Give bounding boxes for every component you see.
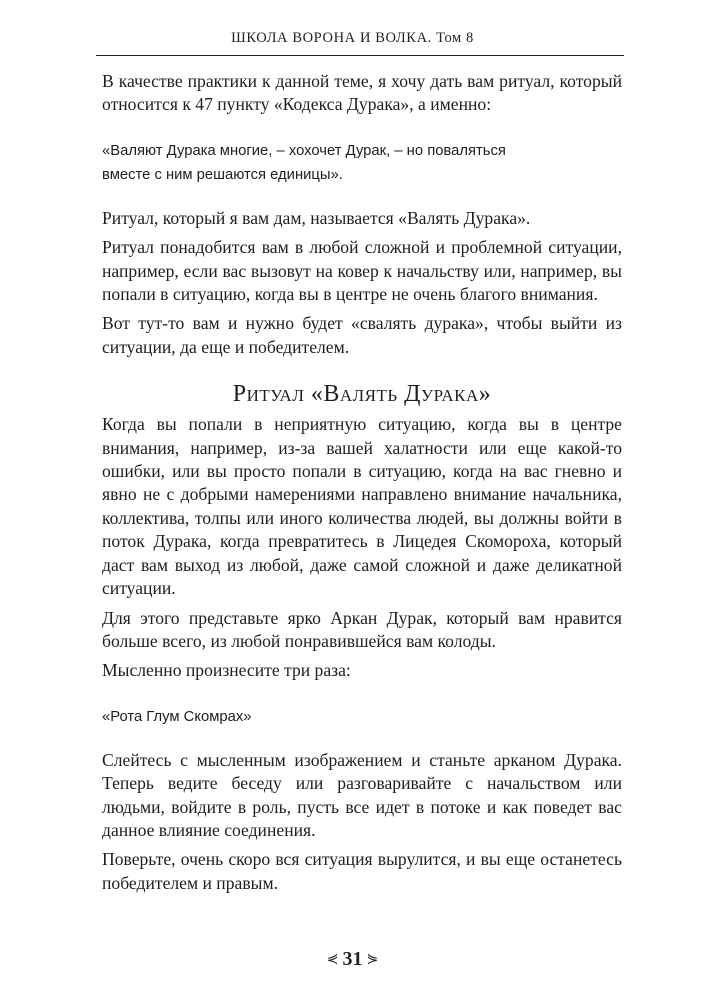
paragraph: Ритуал, который я вам дам, называется «Валять Дурака».: [102, 207, 531, 228]
paragraph: Мысленно произнесите три раза:: [102, 660, 351, 681]
ornament-right-icon: ⋟: [366, 952, 379, 967]
quote-line: «Валяют Дурака многие, – хохочет Дурак, – но поваляться: [102, 142, 506, 159]
quote-line: вместе с ним решаются единицы».: [102, 166, 343, 183]
paragraph: Слейтесь с мысленным изображением и станьте арканом Дурака. Теперь ведите беседу или разговаривайте с начальством или людьми, войдите в роль, пусть все идет в потоке и как поведет вас данное влияние соединения.: [102, 749, 622, 840]
ornament-left-icon: ⋞: [326, 952, 339, 967]
paragraph: Когда вы попали в неприятную ситуацию, когда вы в центре внимания, например, из-за вашей халатности или еще какой-то ошибки, или вы просто попали в ситуацию, когда на вас гневно и явно не с добрыми намерениями направлено внимание начальника, коллектива, толпы или иного количества людей, вы должны войти в поток Дурака, когда превратитесь в Лицедея Скомороха, который даст вам выход из любой, даже самой сложной и даже деликатной ситуации.: [102, 414, 622, 599]
quote-line: «Рота Глум Скомрах»: [102, 708, 252, 725]
paragraph: В качестве практики к данной теме, я хочу дать вам ритуал, который относится к 47 пункту «Кодекса Дурака», а именно:: [102, 71, 622, 115]
page-footer: [0, 948, 705, 971]
page-content: [102, 70, 622, 901]
section-title: Ритуал «Валять Дурака»: [232, 381, 492, 408]
paragraph: Поверьте, очень скоро вся ситуация вырулится, и вы еще останетесь победителем и правым.: [102, 849, 622, 893]
quote-block-codex: [102, 139, 622, 187]
paragraph: Ритуал понадобится вам в любой сложной и проблемной ситуации, например, если вас вызовут на ковер к начальству или, например, вы попали в ситуацию, когда вы в центре не очень благого внимания.: [102, 237, 622, 305]
paragraph: Вот тут-то вам и нужно будет «свалять дурака», чтобы выйти из ситуации, да еще и победителем.: [102, 313, 622, 357]
running-header: ШКОЛА ВОРОНА И ВОЛКА. Том 8: [231, 30, 474, 46]
paragraph: Для этого представьте ярко Аркан Дурак, который вам нравится больше всего, из любой понравившейся вам колоды.: [102, 607, 622, 651]
header-rule: [96, 55, 624, 56]
quote-block-incantation: [102, 705, 622, 729]
page-number: 31: [342, 948, 363, 970]
